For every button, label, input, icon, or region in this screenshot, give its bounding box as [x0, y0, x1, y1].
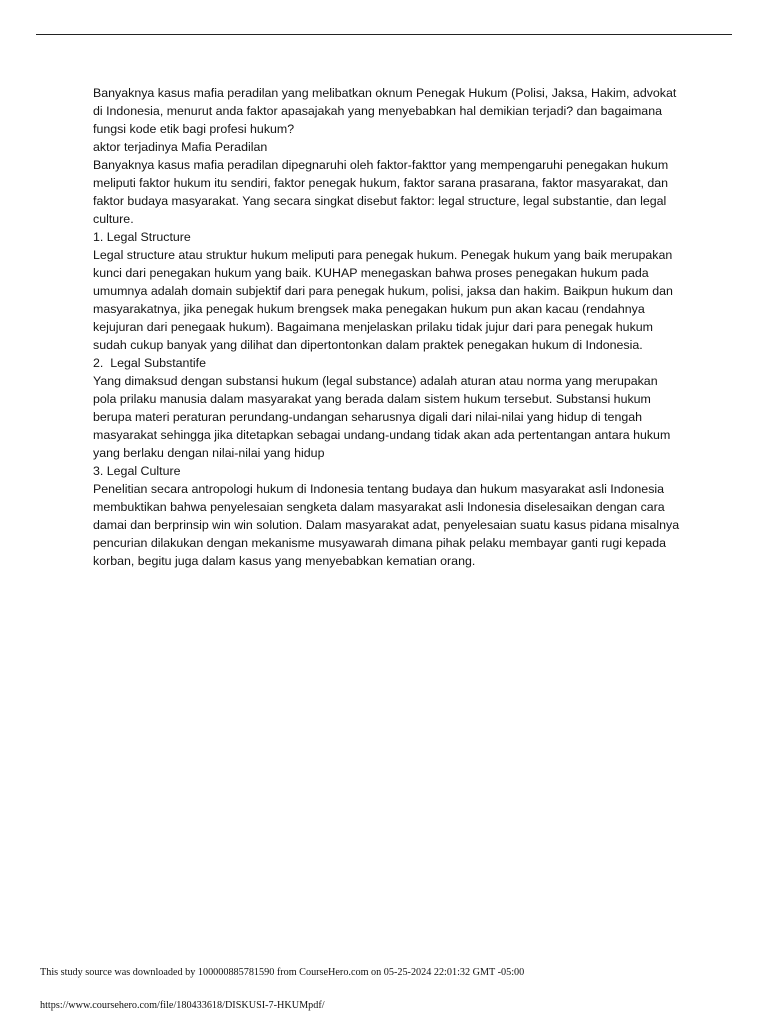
section-heading-legal-substantife: 2. Legal Substantife: [93, 356, 206, 370]
source-url[interactable]: https://www.coursehero.com/file/180433618/DISKUSI-7-HKUMpdf/: [40, 1000, 325, 1011]
section-heading-legal-culture: 3. Legal Culture: [93, 464, 181, 478]
section-body-legal-structure: Legal structure atau struktur hukum meliputi para penegak hukum. Penegak hukum yang baik merupakan kunci dari penegakan hukum yang baik. KUHAP menegaskan bahwa proses penegakan hukum pada umumnya adalah domain subjektif dari para penegak hukum, polisi, jaksa dan hakim. Baikpun hukum dan masyarakatnya, jika penegak hukum brengsek maka penegakan hukum pun akan kacau (rendahnya kejujuran dari penegaak hukum). Bagaimana menjelaskan prilaku tidak jujur dari para penegak hukum sudah cukup banyak yang dilihat dan dipertontonkan dalam praktek penegakan hukum di Indonesia.: [93, 248, 673, 352]
section-body-legal-substantife: Yang dimaksud dengan substansi hukum (legal substance) adalah aturan atau norma yang merupakan pola prilaku manusia dalam masyarakat yang berada dalam sistem hukum tersebut. Substansi hukum berupa materi peraturan perundang-undangan seharusnya digali dari nilai-nilai yang hidup di tengah masyarakat sehingga jika ditetapkan sebagai undang-undang tidak akan ada pertentangan antara hukum yang berlaku dengan nilai-nilai yang hidup: [93, 374, 671, 460]
download-source-note: This study source was downloaded by 100000885781590 from CourseHero.com on 05-25-2024 22:01:32 GMT -05:00: [40, 967, 525, 978]
section-body-legal-culture: Penelitian secara antropologi hukum di Indonesia tentang budaya dan hukum masyarakat asli Indonesia membuktikan bahwa penyelesaian sengketa dalam masyarakat asli Indonesia diselesaikan dengan cara damai dan berprinsip win win solution. Dalam masyarakat adat, penyelesaian suatu kasus pidana misalnya pencurian dilakukan dengan mekanisme musyawarah dimana pihak pelaku membayar ganti rugi kepada korban, begitu juga dalam kasus yang menyebabkan kematian orang.: [93, 482, 680, 568]
intro-paragraph: Banyaknya kasus mafia peradilan dipegnaruhi oleh faktor-fakttor yang mempengaruhi penegakan hukum meliputi faktor hukum itu sendiri, faktor penegak hukum, faktor sarana prasarana, faktor masyarakat, dan faktor budaya masyarakat. Yang secara singkat disebut faktor: legal structure, legal substantie, dan legal culture.: [93, 158, 669, 226]
question-paragraph: Banyaknya kasus mafia peradilan yang melibatkan oknum Penegak Hukum (Polisi, Jaksa, Hakim, advokat di Indonesia, menurut anda faktor apasajakah yang menyebabkan hal demikian terjadi? dan bagaimana fungsi kode etik bagi profesi hukum?: [93, 86, 677, 136]
factors-heading: aktor terjadinya Mafia Peradilan: [93, 140, 268, 154]
section-heading-legal-structure: 1. Legal Structure: [93, 230, 191, 244]
top-divider: [36, 34, 732, 35]
document-body: [93, 84, 683, 570]
